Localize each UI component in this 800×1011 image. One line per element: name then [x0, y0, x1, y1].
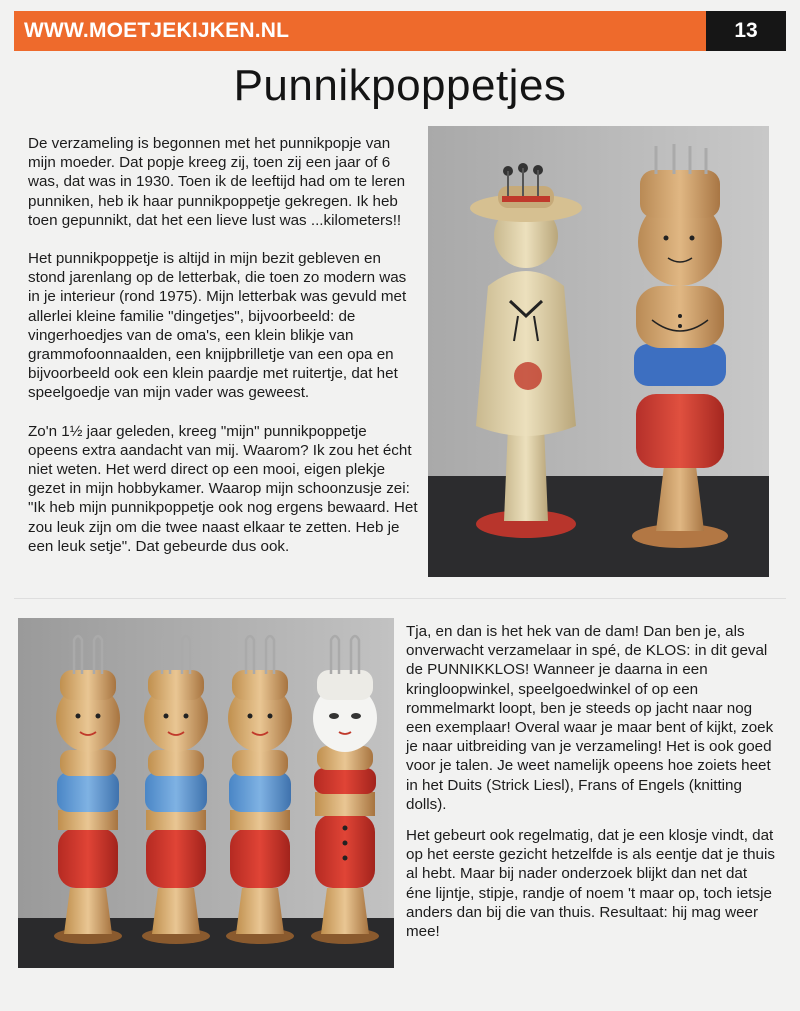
- paragraph: De verzameling is begonnen met het punnikpopje van mijn moeder. Dat popje kreeg zij, toen zij een jaar of 6 was, dat was in 1930. Toen ik de leeftijd had om te leren punniken, heb ik haar punnikpoppetje gekregen. Ik heb toen gepunnikt, dat het een lieve lust was ...kilometers!!: [28, 135, 406, 229]
- site-url[interactable]: WWW.MOETJEKIJKEN.NL: [14, 11, 706, 51]
- photo-two-knitting-dolls: [428, 126, 769, 577]
- article-title: Punnikpoppetjes: [233, 61, 567, 110]
- page-number: 13: [706, 11, 786, 51]
- paragraph: Zo'n 1½ jaar geleden, kreeg "mijn" punnikpoppetje opeens extra aandacht van mij. Waarom? Ik zou het écht niet weten. Het werd direct op een mooi, eigen plekje gezet in mijn hobbykamer. Waarop mijn schoonzusje zei: "Ik heb mijn punnikpoppetje ook nog ergens bewaard. Het zou leuk zijn om die twee naast elkaar te zetten. Heb je een leuk setje". Dat gebeurde dus ook.: [28, 422, 418, 555]
- page-header: [14, 11, 786, 51]
- paragraph: Tja, en dan is het hek van de dam! Dan ben je, als onverwacht verzamelaar in spé, de KLOS: in dit geval de PUNNIKKLOS! Wanneer je daarna in een kringloopwinkel, speelgoedwinkel of op een rommelmarkt loopt, ben je steeds op jacht naar nog een exemplaar! Overal waar je maar bent of kijkt, zoek je naar uitbreiding van je verzameling! Het is ook goed voor je talen. Je weet namelijk opeens hoe zoiets heet in het Duits (Strick Liesl), Frans of Engels (knitting dolls).: [406, 623, 774, 813]
- paragraph: Het punnikpoppetje is altijd in mijn bezit gebleven en stond jarenlang op de letterbak, die toen zo modern was in je interieur (rond 1975). Mijn letterbak was gevuld met allerlei kleine familie "dingetjes", bijvoorbeeld: de vingerhoedjes van de oma's, een klein blikje van grammofoonnaalden, een knijpbrilletje van een opa en bijvoorbeeld ook een klein paardje met ruitertje, dat het speelgoedje van mijn vader was geweest.: [28, 250, 407, 402]
- photo-four-knitting-dolls: [18, 618, 394, 968]
- article-text-bottom: [406, 622, 776, 953]
- section-divider: [14, 598, 786, 599]
- paragraph: Het gebeurt ook regelmatig, dat je een klosje vindt, dat op het eerste gezicht hetzelfde is als eentje dat je thuis al hebt. Maar bij nader onderzoek blijkt dan net dat éne lijntje, stipje, randje of noem 't maar op, toch ietsje anders dan bij die van thuis. Resultaat: hij mag weer mee!: [406, 827, 775, 941]
- article-text-top: [28, 134, 420, 575]
